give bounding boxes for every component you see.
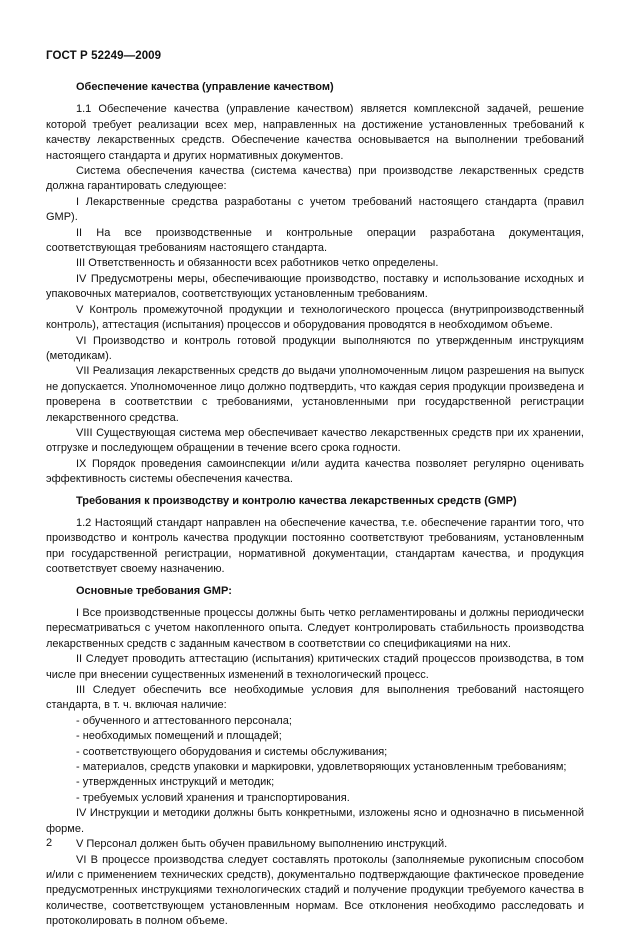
list-item: V Персонал должен быть обучен правильному выполнению инструкций. (76, 838, 448, 851)
list-item: IV Инструкции и методики должны быть конкретными, изложены ясно и однозначно в письменной форме. (46, 807, 584, 835)
list-item: VI В процессе производства следует составлять протоколы (заполняемые рукописным способом и/или с применением технических средств), документально подтверждающие фактическое проведение предусмотренных инструкциями технологических стадий и получение продукции требуемого качества в количестве, соответствующем установленным нормам. Все отклонения необходимо расследовать и протоколировать в полном объеме. (46, 853, 584, 928)
sub-list-item: - соответствующего оборудования и системы обслуживания; (76, 745, 388, 758)
sub-list-item: - утвержденных инструкций и методик; (76, 776, 275, 789)
sub-list-item: - материалов, средств упаковки и маркировки, удовлетворяющих установленным требованиям; (76, 761, 567, 774)
list-item: VII Реализация лекарственных средств до выдачи уполномоченным лицом разрешения на выпуск не допускается. Уполномоченное лицо должно подтвердить, что каждая серия продукции произведена и проверена в соответствии с требованиями, установленными при государственной регистрации лекарственного средства. (46, 365, 584, 424)
document-body (46, 80, 584, 930)
paragraph: Система обеспечения качества (система качества) при производстве лекарственных средств должна гарантировать следующее: (46, 165, 584, 193)
sub-list-item: - необходимых помещений и площадей; (76, 730, 282, 743)
sub-list-item: - обученного и аттестованного персонала; (76, 714, 292, 727)
paragraph: 1.2 Настоящий стандарт направлен на обеспечение качества, т.е. обеспечение гарантии того, что производство и контроль качества продукции постоянно соответствуют требованиям, установленным при государственной регистрации, нормативной документации, стандартам качества, и продукция соответствует своему назначению. (46, 516, 584, 576)
list-item: VIII Существующая система мер обеспечивает качество лекарственных средств при их хранении, отгрузке и последующем обращении в течение всего срока годности. (46, 426, 584, 455)
list-item: I Лекарственные средства разработаны с учетом требований настоящего стандарта (правил GMP). (46, 195, 584, 224)
list-item: II На все производственные и контрольные операции разработана документация, соответствующая требованиям настоящего стандарта. (46, 226, 584, 255)
list-item: II Следует проводить аттестацию (испытания) критических стадий процессов производства, в том числе при внесении существенных изменений в технологический процесс. (46, 653, 584, 681)
paragraph: 1.1 Обеспечение качества (управление качеством) является комплексной задачей, решение которой требует реализации всех мер, направленных на достижение установленных требований к качеству лекарственных средств. Обеспечение качества основывается на выполнении требований настоящего стандарта и других нормативных документов. (46, 103, 584, 162)
list-item: IV Предусмотрены меры, обеспечивающие производство, поставку и использование исходных и упаковочных материалов, соответствующих установленным требованиям. (46, 272, 584, 301)
list-item: III Ответственность и обязанности всех работников четко определены. (76, 257, 439, 270)
list-item: I Все производственные процессы должны быть четко регламентированы и должны периодически пересматриваться с учетом накопленного опыта. Следует контролировать стабильность производства лекарственных средств с заданным качеством в соответствии со спецификациями на них. (46, 607, 584, 650)
list-item: V Контроль промежуточной продукции и технологического процесса (внутрипроизводственный контроль), аттестация (испытания) процессов и оборудования проводятся в необходимом объеме. (46, 303, 584, 332)
list-item: IX Порядок проведения самоинспекции и/или аудита качества позволяет регулярно оценивать эффективность системы обеспечения качества. (46, 457, 584, 486)
section-title-gmp-requirements: Требования к производству и контролю качества лекарственных средств (GMP) (76, 494, 517, 507)
list-item: VI Производство и контроль готовой продукции выполняются по утвержденным инструкциям (методикам). (46, 334, 584, 362)
page-number: 2 (46, 837, 53, 849)
section-title-basic-gmp: Основные требования GMP: (76, 584, 232, 597)
list-item: III Следует обеспечить все необходимые условия для выполнения требований настоящего стандарта, в т. ч. включая наличие: (46, 684, 584, 712)
sub-list-item: - требуемых условий хранения и транспортирования. (76, 791, 350, 804)
document-header: ГОСТ Р 52249—2009 (46, 50, 162, 62)
section-title-quality-assurance: Обеспечение качества (управление качеством) (76, 81, 334, 93)
